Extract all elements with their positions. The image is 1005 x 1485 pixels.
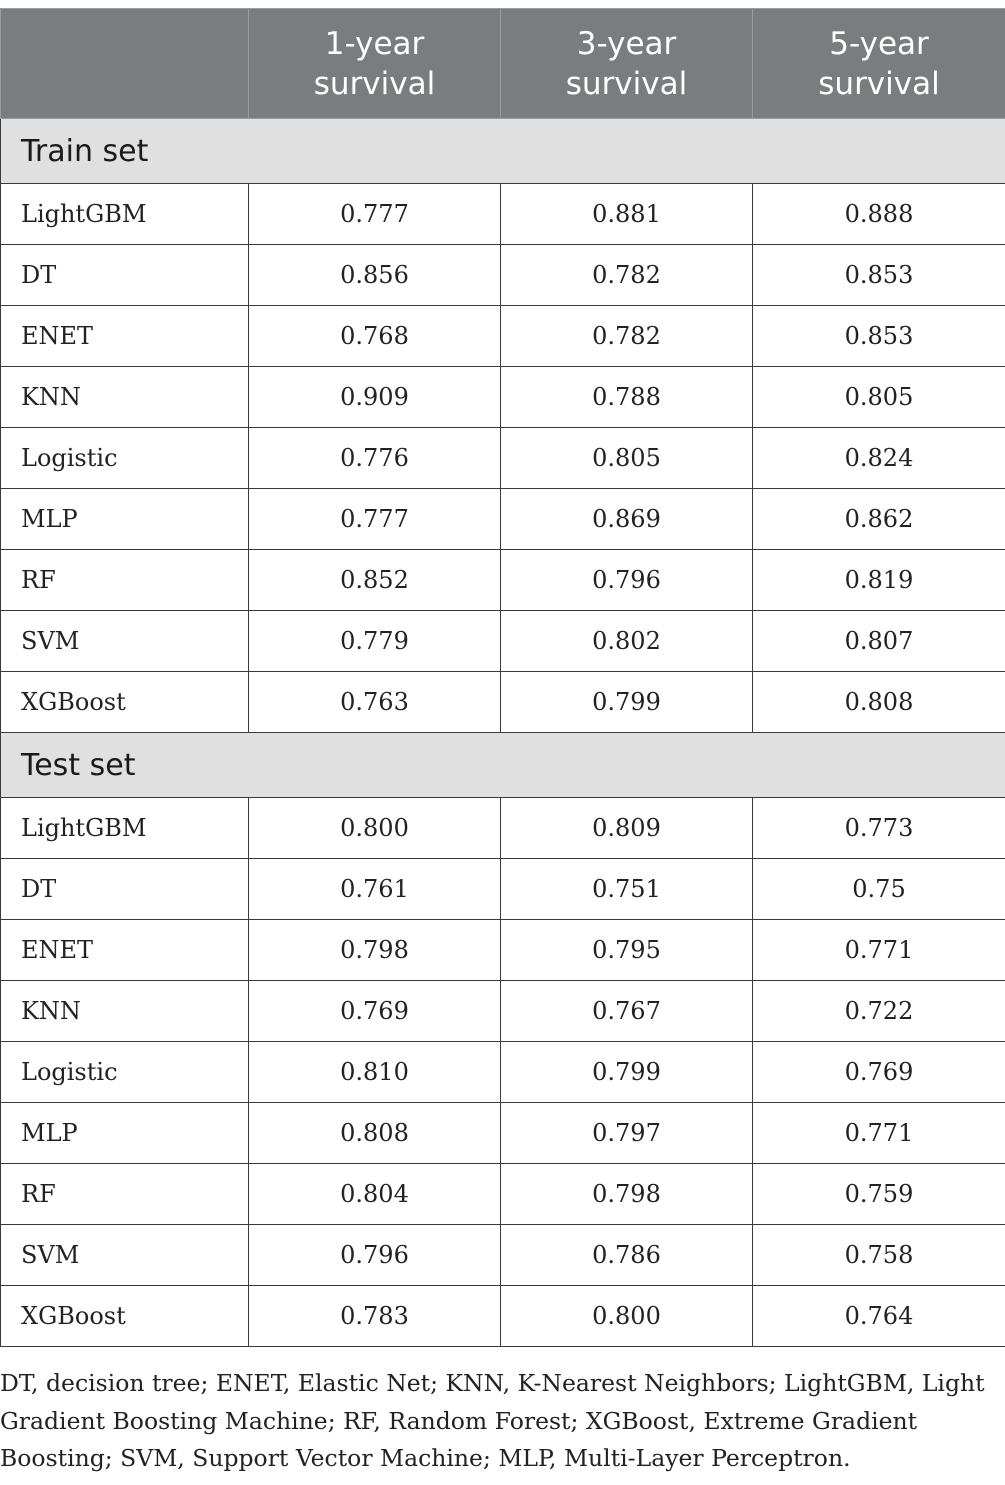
- section-row: [1, 733, 1005, 798]
- value-cell-5-year: 0.771: [753, 920, 1005, 981]
- table-row: [1, 672, 1005, 733]
- header-line: 1-year: [324, 25, 425, 62]
- table-row: [1, 306, 1005, 367]
- table-row: [1, 798, 1005, 859]
- value-cell-3-year: 0.869: [501, 489, 753, 550]
- survival-auc-table: [0, 8, 1005, 1347]
- value-cell-3-year: 0.788: [501, 367, 753, 428]
- table-row: [1, 1164, 1005, 1225]
- value-cell-5-year: 0.771: [753, 1103, 1005, 1164]
- table-row: [1, 184, 1005, 245]
- header-cell-model: [1, 9, 249, 119]
- model-name-cell: LightGBM: [1, 184, 249, 245]
- value-cell-3-year: 0.782: [501, 245, 753, 306]
- model-name-cell: Logistic: [1, 428, 249, 489]
- value-cell-1-year: 0.800: [249, 798, 501, 859]
- value-cell-1-year: 0.761: [249, 859, 501, 920]
- value-cell-1-year: 0.808: [249, 1103, 501, 1164]
- value-cell-5-year: 0.759: [753, 1164, 1005, 1225]
- header-cell-5-year: [753, 9, 1005, 119]
- value-cell-3-year: 0.797: [501, 1103, 753, 1164]
- header-row: [1, 9, 1005, 119]
- table-row: [1, 1103, 1005, 1164]
- model-name-cell: ENET: [1, 306, 249, 367]
- table-row: [1, 611, 1005, 672]
- header-cell-1-year: [249, 9, 501, 119]
- value-cell-3-year: 0.802: [501, 611, 753, 672]
- header-line: survival: [818, 65, 940, 102]
- value-cell-1-year: 0.777: [249, 184, 501, 245]
- value-cell-3-year: 0.782: [501, 306, 753, 367]
- value-cell-1-year: 0.769: [249, 981, 501, 1042]
- value-cell-1-year: 0.852: [249, 550, 501, 611]
- value-cell-1-year: 0.779: [249, 611, 501, 672]
- value-cell-5-year: 0.773: [753, 798, 1005, 859]
- value-cell-1-year: 0.798: [249, 920, 501, 981]
- value-cell-5-year: 0.853: [753, 306, 1005, 367]
- table-footnote: DT, decision tree; ENET, Elastic Net; KNN, K-Nearest Neighbors; LightGBM, Light Gradient Boosting Machine; RF, Random Forest; XGBoost, Extreme Gradient Boosting; SVM, Support Vector Machine; MLP, Multi-Layer Perceptron.: [0, 1369, 985, 1472]
- model-name-cell: XGBoost: [1, 672, 249, 733]
- table-row: [1, 245, 1005, 306]
- model-name-cell: DT: [1, 859, 249, 920]
- model-name-cell: XGBoost: [1, 1286, 249, 1347]
- value-cell-3-year: 0.800: [501, 1286, 753, 1347]
- value-cell-1-year: 0.856: [249, 245, 501, 306]
- table-header: [1, 9, 1005, 119]
- value-cell-3-year: 0.809: [501, 798, 753, 859]
- value-cell-3-year: 0.799: [501, 1042, 753, 1103]
- section-row: [1, 119, 1005, 184]
- header-line: survival: [313, 65, 436, 102]
- value-cell-5-year: 0.853: [753, 245, 1005, 306]
- value-cell-1-year: 0.804: [249, 1164, 501, 1225]
- value-cell-1-year: 0.768: [249, 306, 501, 367]
- table-row: [1, 428, 1005, 489]
- value-cell-1-year: 0.796: [249, 1225, 501, 1286]
- table-row: [1, 489, 1005, 550]
- value-cell-3-year: 0.798: [501, 1164, 753, 1225]
- value-cell-3-year: 0.799: [501, 672, 753, 733]
- table-row: [1, 920, 1005, 981]
- header-line: 3-year: [576, 25, 677, 62]
- value-cell-3-year: 0.751: [501, 859, 753, 920]
- table-row: [1, 981, 1005, 1042]
- value-cell-5-year: 0.824: [753, 428, 1005, 489]
- value-cell-1-year: 0.776: [249, 428, 501, 489]
- model-name-cell: SVM: [1, 611, 249, 672]
- model-name-cell: MLP: [1, 489, 249, 550]
- model-name-cell: Logistic: [1, 1042, 249, 1103]
- value-cell-5-year: 0.769: [753, 1042, 1005, 1103]
- model-name-cell: MLP: [1, 1103, 249, 1164]
- value-cell-3-year: 0.805: [501, 428, 753, 489]
- value-cell-3-year: 0.767: [501, 981, 753, 1042]
- table-body: [1, 119, 1005, 1347]
- section-title: Train set: [1, 119, 1005, 184]
- value-cell-5-year: 0.808: [753, 672, 1005, 733]
- model-name-cell: KNN: [1, 981, 249, 1042]
- model-name-cell: KNN: [1, 367, 249, 428]
- model-name-cell: LightGBM: [1, 798, 249, 859]
- model-name-cell: SVM: [1, 1225, 249, 1286]
- value-cell-1-year: 0.783: [249, 1286, 501, 1347]
- value-cell-5-year: 0.758: [753, 1225, 1005, 1286]
- table-row: [1, 367, 1005, 428]
- model-name-cell: RF: [1, 550, 249, 611]
- value-cell-5-year: 0.807: [753, 611, 1005, 672]
- value-cell-3-year: 0.796: [501, 550, 753, 611]
- header-line: 5-year: [829, 25, 929, 62]
- header-line: survival: [565, 65, 688, 102]
- model-name-cell: ENET: [1, 920, 249, 981]
- value-cell-1-year: 0.909: [249, 367, 501, 428]
- value-cell-1-year: 0.763: [249, 672, 501, 733]
- value-cell-3-year: 0.786: [501, 1225, 753, 1286]
- value-cell-5-year: 0.722: [753, 981, 1005, 1042]
- header-cell-3-year: [501, 9, 753, 119]
- value-cell-1-year: 0.810: [249, 1042, 501, 1103]
- value-cell-3-year: 0.881: [501, 184, 753, 245]
- value-cell-5-year: 0.888: [753, 184, 1005, 245]
- value-cell-5-year: 0.805: [753, 367, 1005, 428]
- model-name-cell: DT: [1, 245, 249, 306]
- table-row: [1, 1042, 1005, 1103]
- section-title: Test set: [1, 733, 1005, 798]
- value-cell-5-year: 0.819: [753, 550, 1005, 611]
- value-cell-5-year: 0.764: [753, 1286, 1005, 1347]
- value-cell-5-year: 0.862: [753, 489, 1005, 550]
- value-cell-1-year: 0.777: [249, 489, 501, 550]
- table-row: [1, 550, 1005, 611]
- table-row: [1, 859, 1005, 920]
- table-row: [1, 1225, 1005, 1286]
- value-cell-3-year: 0.795: [501, 920, 753, 981]
- value-cell-5-year: 0.75: [753, 859, 1005, 920]
- model-name-cell: RF: [1, 1164, 249, 1225]
- table-row: [1, 1286, 1005, 1347]
